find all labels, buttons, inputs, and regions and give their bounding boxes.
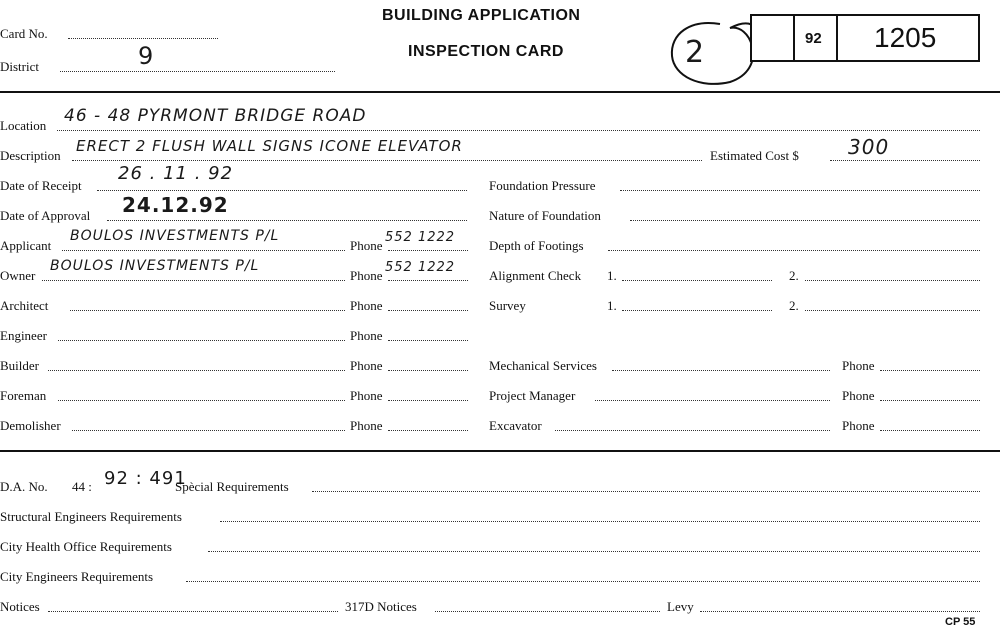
builder-phone-label: Phone bbox=[350, 358, 383, 373]
ref-box-blank bbox=[750, 14, 795, 62]
title-line-2: INSPECTION CARD bbox=[408, 43, 564, 60]
ref-box-year bbox=[793, 14, 838, 62]
health-requirements-line[interactable] bbox=[208, 551, 980, 552]
description-line[interactable] bbox=[72, 160, 702, 161]
ref-year: 92 bbox=[805, 30, 822, 47]
excavator-line[interactable] bbox=[555, 430, 830, 431]
levy-label: Levy bbox=[667, 599, 694, 614]
alignment-check-num1: 1. bbox=[607, 268, 617, 283]
demolisher-phone-label: Phone bbox=[350, 418, 383, 433]
foreman-label: Foreman bbox=[0, 388, 47, 403]
survey-label: Survey bbox=[489, 298, 526, 313]
survey-line-2[interactable] bbox=[805, 310, 980, 311]
project-manager-label: Project Manager bbox=[489, 388, 576, 403]
mechanical-services-label: Mechanical Services bbox=[489, 358, 597, 373]
engineer-phone-label: Phone bbox=[350, 328, 383, 343]
applicant-phone-label: Phone bbox=[350, 238, 383, 253]
notices-317d-label: 317D Notices bbox=[345, 599, 417, 614]
alignment-check-label: Alignment Check bbox=[489, 268, 582, 283]
survey-num2: 2. bbox=[789, 298, 799, 313]
excavator-phone-label: Phone bbox=[842, 418, 875, 433]
levy-line[interactable] bbox=[700, 611, 980, 612]
builder-label: Builder bbox=[0, 358, 39, 373]
city-engineers-requirements-label: City Engineers Requirements bbox=[0, 569, 154, 584]
city-engineers-requirements-line[interactable] bbox=[186, 581, 980, 582]
description-value: ERECT 2 FLUSH WALL SIGNS ICONE ELEVATOR bbox=[76, 137, 463, 155]
ref-number: 1205 bbox=[874, 22, 937, 53]
applicant-phone-line[interactable] bbox=[388, 250, 468, 251]
applicant-phone-value: 552 1222 bbox=[385, 230, 456, 245]
date-receipt-label: Date of Receipt bbox=[0, 178, 82, 193]
applicant-line[interactable] bbox=[62, 250, 345, 251]
header-divider bbox=[0, 91, 1000, 93]
applicant-value: BOULOS INVESTMENTS P/L bbox=[70, 228, 280, 244]
applicant-label: Applicant bbox=[0, 238, 52, 253]
estimated-cost-value: 300 bbox=[848, 135, 890, 159]
da-label: D.A. No. bbox=[0, 479, 48, 494]
project-manager-phone-line[interactable] bbox=[880, 400, 980, 401]
title-line-1: BUILDING APPLICATION bbox=[382, 7, 581, 24]
location-label: Location bbox=[0, 118, 47, 133]
district-line[interactable] bbox=[60, 71, 335, 72]
description-label: Description bbox=[0, 148, 61, 163]
date-receipt-line[interactable] bbox=[97, 190, 467, 191]
engineer-line[interactable] bbox=[58, 340, 345, 341]
owner-phone-label: Phone bbox=[350, 268, 383, 283]
estimated-cost-label: Estimated Cost $ bbox=[710, 148, 799, 163]
card-no-label: Card No. bbox=[0, 26, 48, 41]
foundation-pressure-label: Foundation Pressure bbox=[489, 178, 596, 193]
owner-phone-line[interactable] bbox=[388, 280, 468, 281]
circled-number: 2 bbox=[685, 35, 706, 70]
date-approval-line[interactable] bbox=[107, 220, 467, 221]
section-divider bbox=[0, 450, 1000, 452]
structural-requirements-line[interactable] bbox=[220, 521, 980, 522]
builder-phone-line[interactable] bbox=[388, 370, 468, 371]
survey-num1: 1. bbox=[607, 298, 617, 313]
depth-footings-label: Depth of Footings bbox=[489, 238, 584, 253]
structural-requirements-label: Structural Engineers Requirements bbox=[0, 509, 182, 524]
foreman-line[interactable] bbox=[58, 400, 345, 401]
project-manager-line[interactable] bbox=[595, 400, 830, 401]
survey-line-1[interactable] bbox=[622, 310, 772, 311]
nature-foundation-label: Nature of Foundation bbox=[489, 208, 601, 223]
architect-phone-label: Phone bbox=[350, 298, 383, 313]
form-code: CP 55 bbox=[945, 616, 976, 628]
foreman-phone-label: Phone bbox=[350, 388, 383, 403]
owner-label: Owner bbox=[0, 268, 36, 283]
engineer-label: Engineer bbox=[0, 328, 47, 343]
card-no-line[interactable] bbox=[68, 38, 218, 39]
foundation-pressure-line[interactable] bbox=[620, 190, 980, 191]
demolisher-label: Demolisher bbox=[0, 418, 61, 433]
architect-label: Architect bbox=[0, 298, 49, 313]
alignment-check-line-1[interactable] bbox=[622, 280, 772, 281]
location-line[interactable] bbox=[57, 130, 980, 131]
demolisher-line[interactable] bbox=[72, 430, 345, 431]
mechanical-phone-label: Phone bbox=[842, 358, 875, 373]
excavator-label: Excavator bbox=[489, 418, 542, 433]
special-requirements-label: Spècial Requirements bbox=[175, 479, 289, 494]
alignment-check-line-2[interactable] bbox=[805, 280, 980, 281]
alignment-check-num2: 2. bbox=[789, 268, 799, 283]
district-label: District bbox=[0, 59, 39, 74]
district-value: 9 bbox=[138, 42, 155, 70]
notices-317d-line[interactable] bbox=[435, 611, 660, 612]
special-requirements-line[interactable] bbox=[312, 491, 980, 492]
date-approval-value: 24.12.92 bbox=[122, 193, 229, 217]
date-approval-label: Date of Approval bbox=[0, 208, 91, 223]
project-manager-phone-label: Phone bbox=[842, 388, 875, 403]
architect-line[interactable] bbox=[70, 310, 345, 311]
location-value: 46 - 48 PYRMONT BRIDGE ROAD bbox=[64, 106, 367, 126]
engineer-phone-line[interactable] bbox=[388, 340, 468, 341]
ref-box-number bbox=[836, 14, 980, 62]
owner-line[interactable] bbox=[42, 280, 345, 281]
architect-phone-line[interactable] bbox=[388, 310, 468, 311]
health-requirements-label: City Health Office Requirements bbox=[0, 539, 172, 554]
date-receipt-value: 26 . 11 . 92 bbox=[118, 163, 234, 184]
nature-foundation-line[interactable] bbox=[630, 220, 980, 221]
builder-line[interactable] bbox=[48, 370, 345, 371]
notices-line[interactable] bbox=[48, 611, 338, 612]
estimated-cost-line[interactable] bbox=[830, 160, 980, 161]
notices-label: Notices bbox=[0, 599, 40, 614]
demolisher-phone-line[interactable] bbox=[388, 430, 468, 431]
owner-value: BOULOS INVESTMENTS P/L bbox=[50, 258, 260, 274]
mechanical-services-line[interactable] bbox=[612, 370, 830, 371]
foreman-phone-line[interactable] bbox=[388, 400, 468, 401]
owner-phone-value: 552 1222 bbox=[385, 260, 456, 275]
depth-footings-line[interactable] bbox=[608, 250, 980, 251]
da-value: 92 : 491 bbox=[104, 468, 187, 489]
da-prefix: 44 : bbox=[72, 479, 92, 494]
excavator-phone-line[interactable] bbox=[880, 430, 980, 431]
mechanical-phone-line[interactable] bbox=[880, 370, 980, 371]
circled-number-stamp bbox=[660, 14, 760, 92]
